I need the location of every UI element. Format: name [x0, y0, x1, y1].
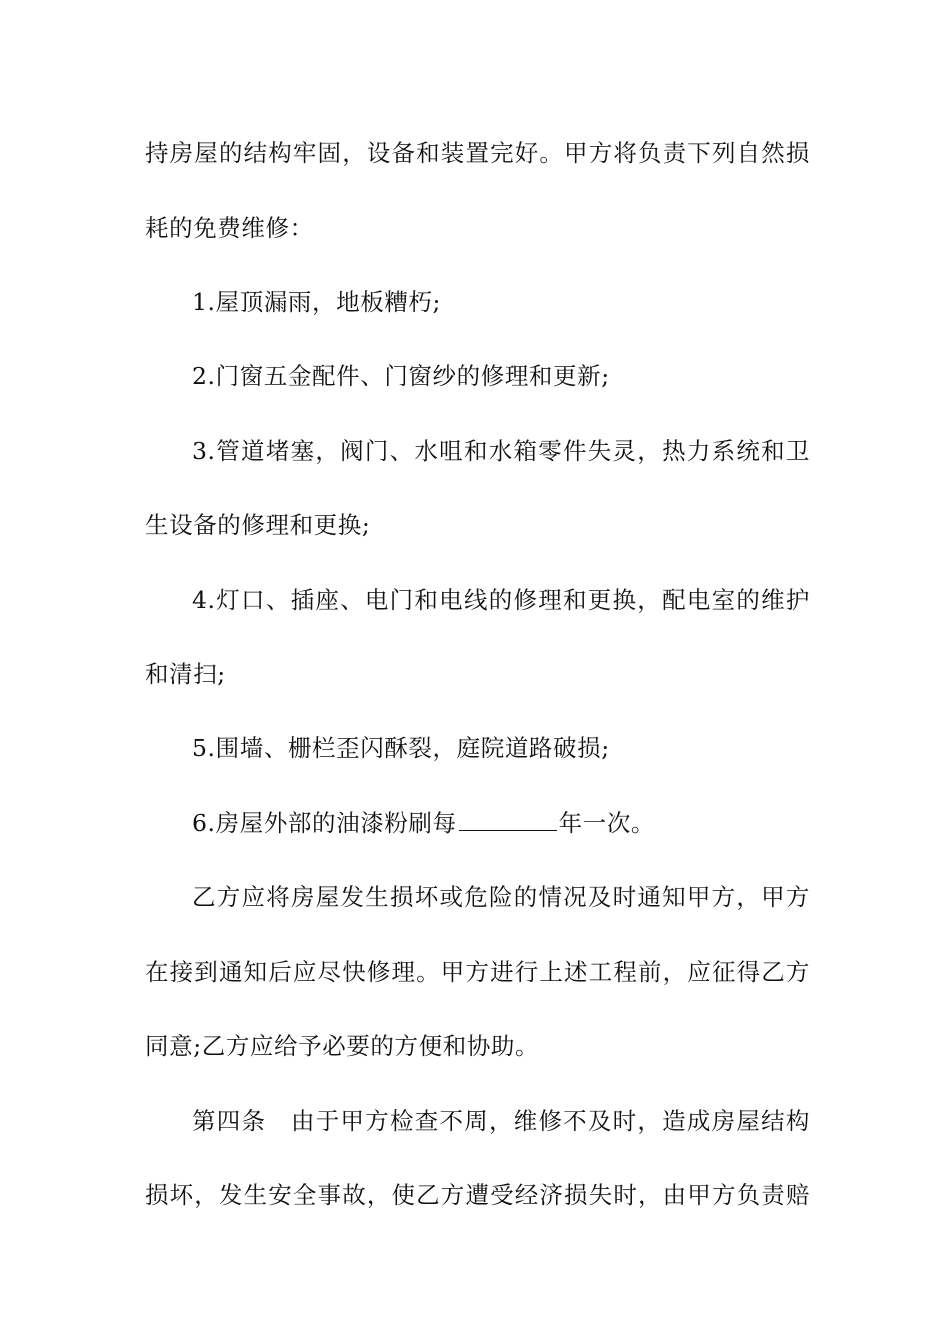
article-four-line: 第四条 由于甲方检查不周，维修不及时，造成房屋结构: [192, 1107, 810, 1135]
fill-in-blank: [459, 810, 557, 831]
paragraph-line: 乙方应将房屋发生损坏或危险的情况及时通知甲方，甲方: [192, 883, 810, 911]
list-item-3: 3.管道堵塞，阀门、水咀和水箱零件失灵，热力系统和卫: [192, 437, 810, 465]
list-item-1: 1.屋顶漏雨，地板糟朽;: [192, 288, 442, 316]
list-item-3-continued: 生设备的修理和更换;: [145, 511, 371, 539]
paragraph-line: 同意;乙方应给予必要的方便和协助。: [145, 1032, 540, 1060]
list-item-4-continued: 和清扫;: [145, 660, 226, 688]
paragraph-line: 耗的免费维修：: [145, 214, 314, 242]
list-item-6: [192, 808, 810, 838]
article-four-line: 损坏，发生安全事故，使乙方遭受经济损失时，由甲方负责赔: [145, 1181, 810, 1209]
list-item-5: 5.围墙、栅栏歪闪酥裂，庭院道路破损;: [192, 734, 610, 762]
list-item-4: 4.灯口、插座、电门和电线的修理和更换，配电室的维护: [192, 586, 810, 614]
paragraph-line: 持房屋的结构牢固，设备和装置完好。甲方将负责下列自然损: [145, 139, 810, 167]
list-item-6-tail: 年一次。: [558, 809, 656, 837]
list-item-6-text: 6.房屋外部的油漆粉刷每: [192, 809, 457, 837]
list-item-2: 2.门窗五金配件、门窗纱的修理和更新;: [192, 362, 610, 390]
paragraph-line: 在接到通知后应尽快修理。甲方进行上述工程前，应征得乙方: [145, 958, 810, 986]
